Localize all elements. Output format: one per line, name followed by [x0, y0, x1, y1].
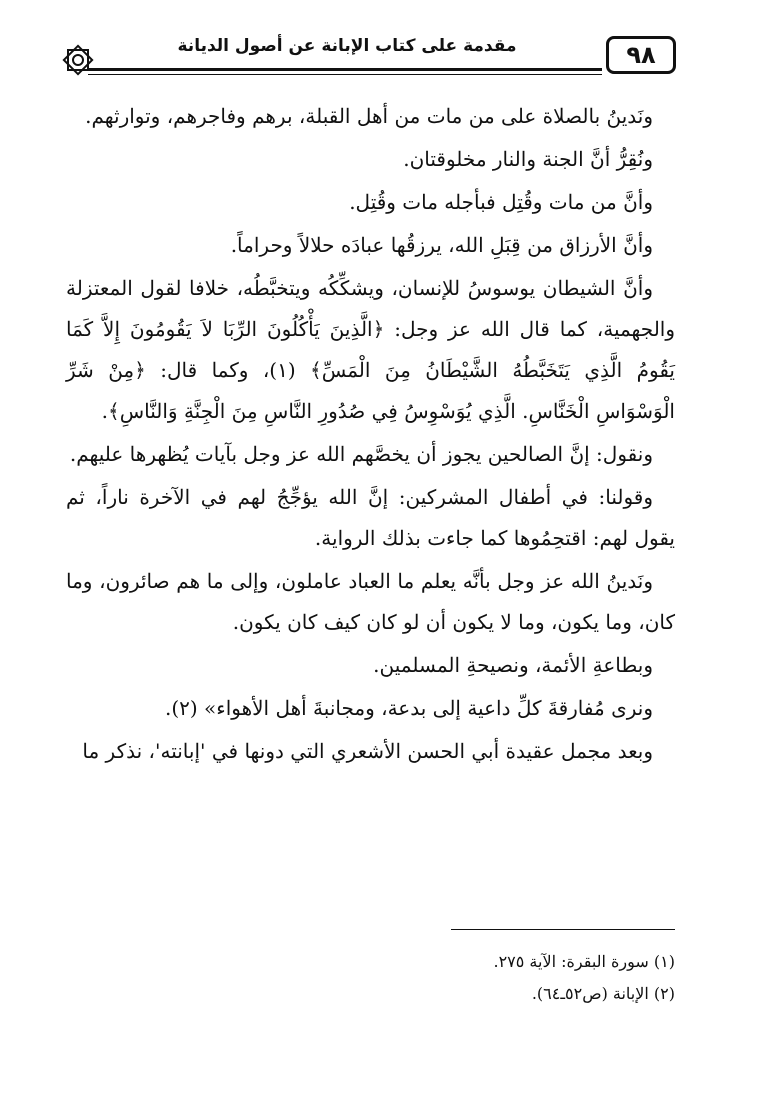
paragraph: ونُقِرُّ أنَّ الجنة والنار مخلوقتان. — [403, 147, 653, 171]
footnote: (٢) الإبانة (ص٥٢ـ٦٤). — [531, 984, 675, 1003]
paragraph: ونَدينُ بالصلاة على من مات من أهل القبلة، برهم وفاجرهم، وتوارثهم. — [85, 104, 653, 128]
star-ornament-icon — [60, 42, 96, 78]
paragraph: وقولنا: في أطفال المشركين: إنَّ الله يؤجِّجُ لهم في الآخرة ناراً، ثم يقول لهم: اقتحِمُوها كما جاءت بذلك الرواية. — [66, 485, 675, 550]
page-header — [60, 28, 676, 88]
paragraph: وأنَّ من مات وقُتِل فبأجله مات وقُتِل. — [349, 190, 653, 214]
paragraph: ونقول: إنَّ الصالحين يجوز أن يخصَّهم الله عز وجل بآيات يُظهرها عليهم. — [69, 442, 653, 466]
paragraph: وبعد مجمل عقيدة أبي الحسن الأشعري التي دونها في 'إبانته'، نذكر ما — [82, 739, 653, 763]
main-text — [66, 96, 675, 774]
paragraph: وأنَّ الأرزاق من قِبَلِ الله، يرزقُها عبادَه حلالاً وحراماً. — [230, 233, 653, 257]
paragraph: وأنَّ الشيطان يوسوسُ للإنسان، ويشكِّكُه ويتخبَّطُه، خلافا لقول المعتزلة والجهمية، كما قال الله عز وجل: ﴿الَّذِينَ يَأْكُلُونَ الرِّبَا لاَ يَقُومُونَ إِلاَّ كَمَا يَقُومُ الَّذِي يَتَخَبَّطُهُ الشَّيْطَانُ مِنَ الْمَسِّ﴾ (١)، وكما قال: ﴿مِنْ شَرِّ الْوَسْوَاسِ الْخَنَّاسِ. الَّذِي يُوَسْوِسُ فِي صُدُورِ النَّاسِ مِنَ الْجِنَّةِ وَالنَّاسِ﴾. — [66, 276, 675, 423]
footnotes — [66, 946, 675, 1010]
paragraph: وبطاعةِ الأئمة، ونصيحةِ المسلمين. — [373, 653, 653, 677]
footnote: (١) سورة البقرة: الآية ٢٧٥. — [493, 952, 675, 971]
header-rule — [88, 68, 602, 71]
page-number: ٩٨ — [606, 36, 676, 74]
footnote-rule — [451, 929, 675, 930]
paragraph: ونَدينُ الله عز وجل بأنَّه يعلم ما العباد عاملون، وإلى ما هم صائرون، وما كان، وما يكون، وما لا يكون أن لو كان كيف كان يكون. — [66, 569, 675, 634]
header-rule-thin — [88, 74, 602, 75]
running-title: مقدمة على كتاب الإبانة عن أصول الديانة — [177, 36, 517, 56]
paragraph: ونرى مُفارقةَ كلِّ داعية إلى بدعة، ومجانبةَ أهل الأهواء» (٢). — [164, 696, 653, 720]
